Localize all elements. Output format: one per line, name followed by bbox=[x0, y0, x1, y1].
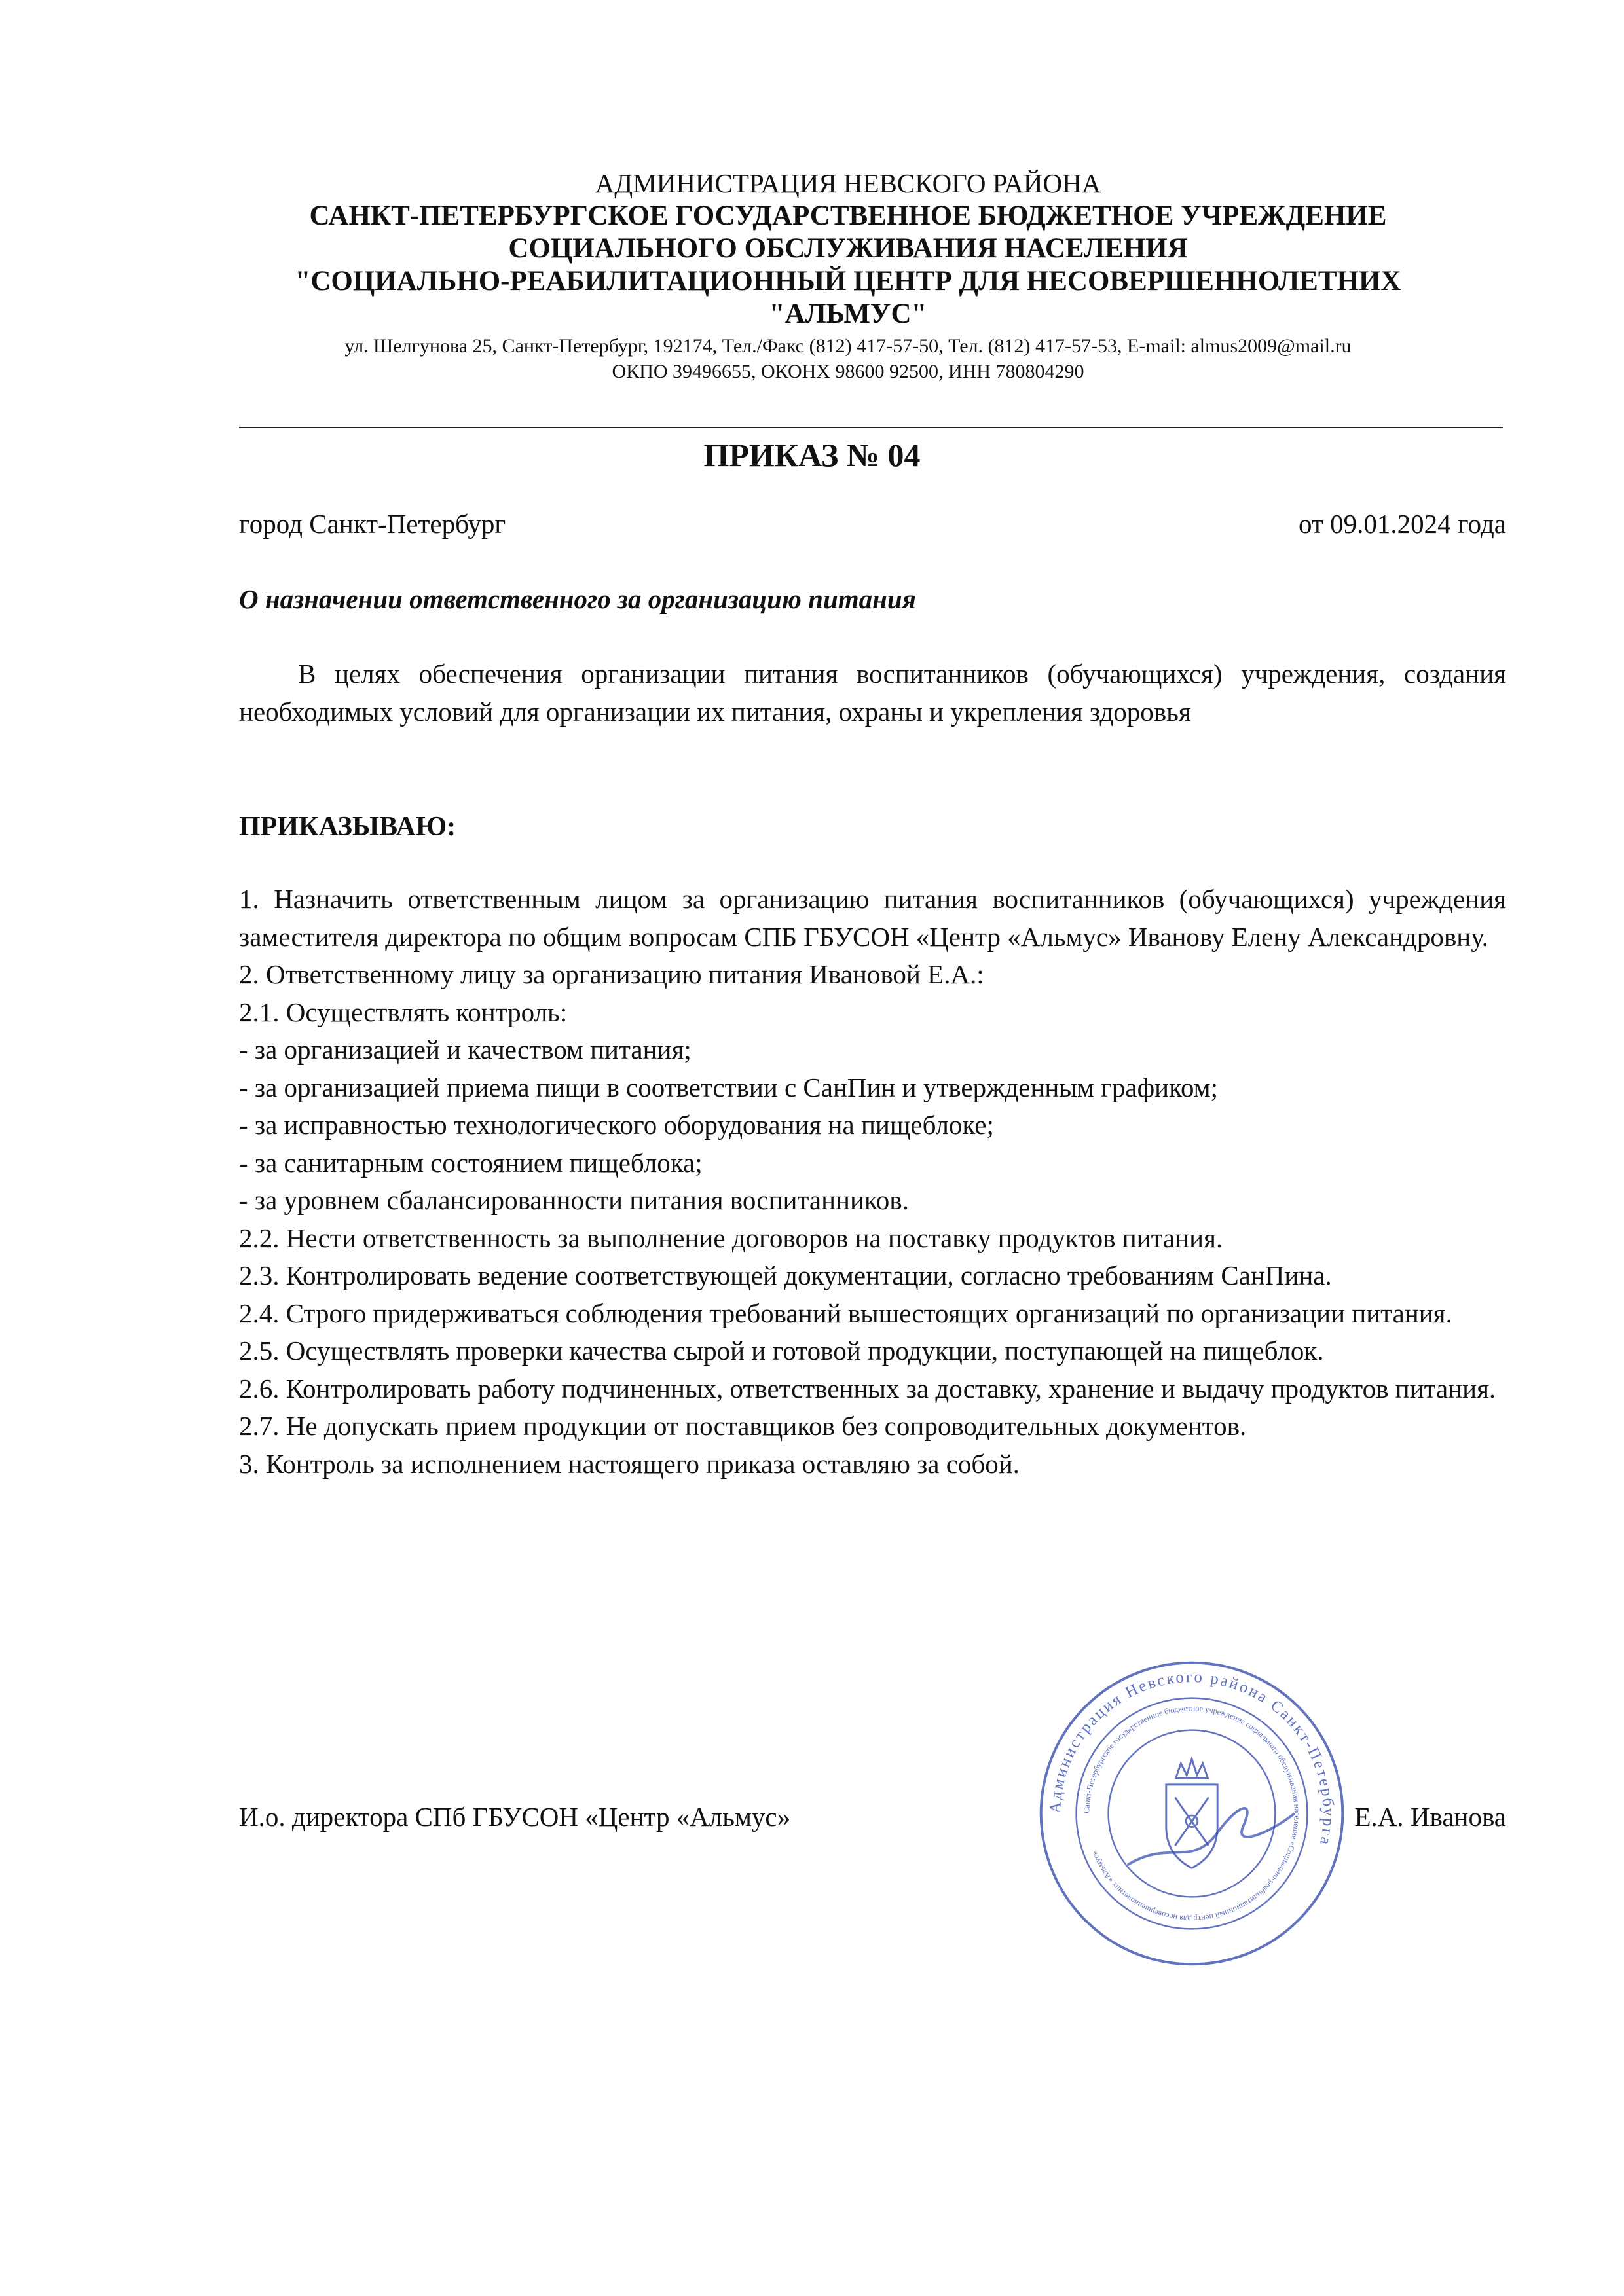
header-divider bbox=[239, 427, 1503, 428]
order-subject: О назначении ответственного за организацию питания bbox=[239, 584, 916, 614]
org-codes: ОКПО 39496655, ОКОНХ 98600 92500, ИНН 780804290 bbox=[612, 361, 1084, 382]
svg-text:Санкт-Петербургское государств bbox=[1082, 1704, 1302, 1923]
order-item-2-5: 2.5. Осуществлять проверки качества сырой и готовой продукции, поступающей на пищеблок. bbox=[239, 1336, 1324, 1366]
stamp-inner-text: Санкт-Петербургское государственное бюджетное учреждение социального обслуживания населения «Социально-реабилитационный центр для несовершеннолетних «Альмус» bbox=[1082, 1704, 1302, 1923]
signer-name: Е.А. Иванова bbox=[1354, 1802, 1506, 1832]
order-title: ПРИКАЗ № 04 bbox=[703, 437, 921, 473]
order-item-2-6: 2.6. Контролировать работу подчиненных, ответственных за доставку, хранение и выдачу продуктов питания. bbox=[239, 1373, 1496, 1404]
order-items bbox=[239, 881, 1506, 1483]
order-item-2: 2. Ответственному лицу за организацию питания Ивановой Е.А.: bbox=[239, 959, 984, 989]
order-item-2-7: 2.7. Не допускать прием продукции от поставщиков без сопроводительных документов. bbox=[239, 1411, 1247, 1441]
letterhead bbox=[196, 167, 1500, 384]
order-item-3: 3. Контроль за исполнением настоящего приказа оставляю за собой. bbox=[239, 1448, 1020, 1479]
org-name-line-3: "СОЦИАЛЬНО-РЕАБИЛИТАЦИОННЫЙ ЦЕНТР ДЛЯ НЕСОВЕРШЕННОЛЕТНИХ bbox=[295, 266, 1401, 297]
order-date: от 09.01.2024 года bbox=[1298, 509, 1506, 539]
order-item-2-1: 2.1. Осуществлять контроль: bbox=[239, 996, 568, 1027]
order-preamble: В целях обеспечения организации питания воспитанников (обучающихся) учреждения, создания необходимых условий для организации их питания, охраны и укрепления здоровья bbox=[239, 659, 1506, 727]
order-directive-word: ПРИКАЗЫВАЮ: bbox=[239, 812, 456, 842]
order-item-2-1-a: - за организацией и качеством питания; bbox=[239, 1034, 692, 1065]
order-item-1: 1. Назначить ответственным лицом за организацию питания воспитанников (обучающихся) учреждения заместителя директора по общим вопросам СПБ ГБУСОН «Центр «Альмус» Иванову Елену Александровну. bbox=[239, 884, 1506, 952]
org-name-line-2: СОЦИАЛЬНОГО ОБСЛУЖИВАНИЯ НАСЕЛЕНИЯ bbox=[508, 233, 1188, 264]
order-item-2-3: 2.3. Контролировать ведение соответствующей документации, согласно требованиям СанПина. bbox=[239, 1260, 1332, 1290]
org-name-line-1: САНКТ-ПЕТЕРБУРГСКОЕ ГОСУДАРСТВЕННОЕ БЮДЖЕТНОЕ УЧРЕЖДЕНИЕ bbox=[309, 200, 1387, 231]
stamp-inner-ring bbox=[1109, 1730, 1276, 1897]
signer-position: И.о. директора СПб ГБУСОН «Центр «Альмус» bbox=[239, 1802, 791, 1832]
order-city: город Санкт-Петербург bbox=[239, 509, 506, 539]
order-item-2-1-e: - за уровнем сбалансированности питания воспитанников. bbox=[239, 1185, 909, 1215]
org-address: ул. Шелгунова 25, Санкт-Петербург, 192174, Тел./Факс (812) 417-57-50, Тел. (812) 417-57-53, E-mail: almus2009@mail.ru bbox=[344, 335, 1352, 357]
order-item-2-1-d: - за санитарным состоянием пищеблока; bbox=[239, 1147, 703, 1178]
admin-name: АДМИНИСТРАЦИЯ НЕВСКОГО РАЙОНА bbox=[595, 168, 1101, 198]
order-item-2-1-c: - за исправностью технологического оборудования на пищеблоке; bbox=[239, 1110, 994, 1140]
stamp-middle-ring bbox=[1077, 1698, 1308, 1929]
order-item-2-4: 2.4. Строго придерживаться соблюдения требований вышестоящих организаций по организации питания. bbox=[239, 1298, 1452, 1328]
order-item-2-1-b: - за организацией приема пищи в соответствии с СанПин и утвержденным графиком; bbox=[239, 1072, 1218, 1102]
official-stamp bbox=[1031, 1653, 1352, 1974]
order-item-2-2: 2.2. Нести ответственность за выполнение договоров на поставку продуктов питания. bbox=[239, 1222, 1223, 1253]
signature-scribble bbox=[1128, 1808, 1295, 1865]
stamp-outer-text: Администрация Невского района Санкт-Петербурга bbox=[1046, 1668, 1337, 1848]
org-name-line-4: "АЛЬМУС" bbox=[769, 299, 927, 329]
